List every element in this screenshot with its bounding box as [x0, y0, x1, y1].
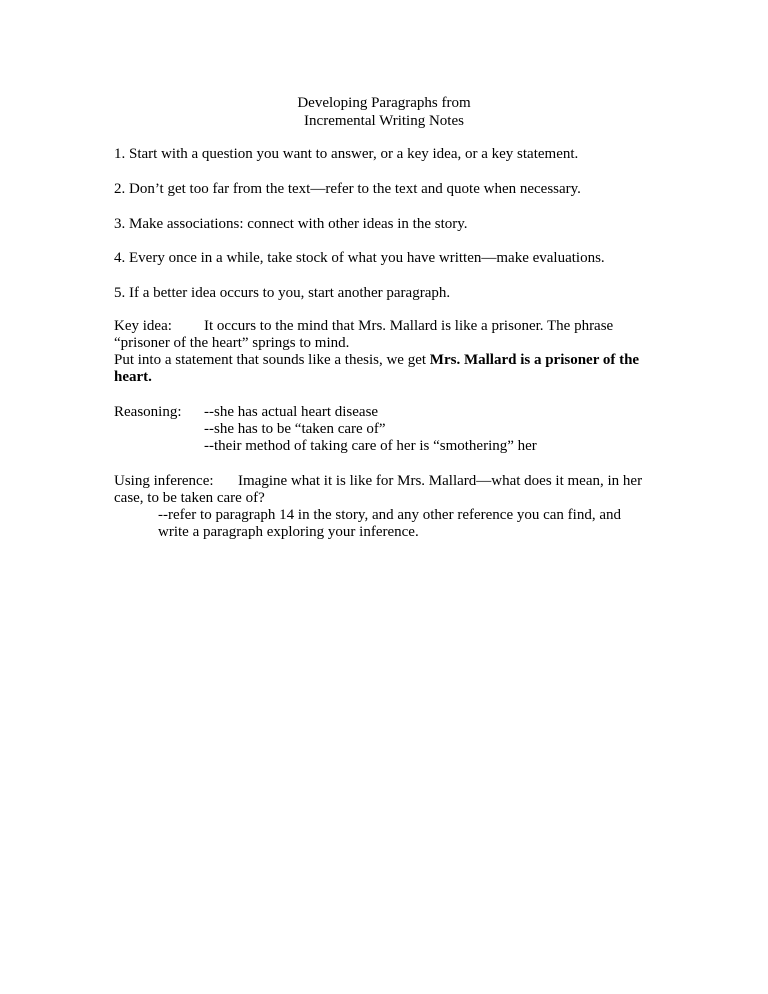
inference-section [114, 473, 674, 541]
inference-text: Imagine what it is like for Mrs. Mallard—what does it mean, in her [238, 473, 643, 489]
thesis-line-2: heart. [114, 369, 152, 385]
inference-label: Using inference: [114, 473, 214, 489]
key-idea-section [114, 318, 674, 386]
inference-line-2: case, to be taken care of? [114, 490, 265, 506]
tip-item: 1. Start with a question you want to answer, or a key idea, or a key statement. [114, 146, 579, 162]
thesis-line-1 [114, 352, 674, 369]
title-line-2: Incremental Writing Notes [304, 113, 464, 129]
title-line-1: Developing Paragraphs from [297, 95, 471, 111]
reasoning-item: --she has to be “taken care of” [204, 421, 386, 437]
tip-item: 3. Make associations: connect with other ideas in the story. [114, 216, 468, 232]
key-idea-line-1 [114, 318, 674, 335]
key-idea-label: Key idea: [114, 318, 172, 334]
document-title [0, 94, 768, 130]
key-idea-text: It occurs to the mind that Mrs. Mallard is like a prisoner. The phrase [204, 318, 614, 334]
thesis-intro: Put into a statement that sounds like a thesis, we get [114, 352, 430, 368]
reasoning-item: --their method of taking care of her is “smothering” her [204, 438, 537, 454]
thesis-statement: Mrs. Mallard is a prisoner of the [429, 352, 640, 368]
tip-item: 2. Don’t get too far from the text—refer to the text and quote when necessary. [114, 181, 581, 197]
tip-item: 5. If a better idea occurs to you, start another paragraph. [114, 285, 451, 301]
tip-item: 4. Every once in a while, take stock of what you have written—make evaluations. [114, 250, 605, 266]
reasoning-item: --she has actual heart disease [204, 404, 379, 420]
inference-sub-line-1: --refer to paragraph 14 in the story, and any other reference you can find, and [158, 507, 621, 523]
inference-line-1 [114, 473, 674, 490]
key-idea-line-2: “prisoner of the heart” springs to mind. [114, 335, 350, 351]
reasoning-label: Reasoning: [114, 404, 182, 420]
inference-sub-line-2: write a paragraph exploring your inference. [158, 524, 419, 540]
reasoning-list [204, 404, 537, 455]
